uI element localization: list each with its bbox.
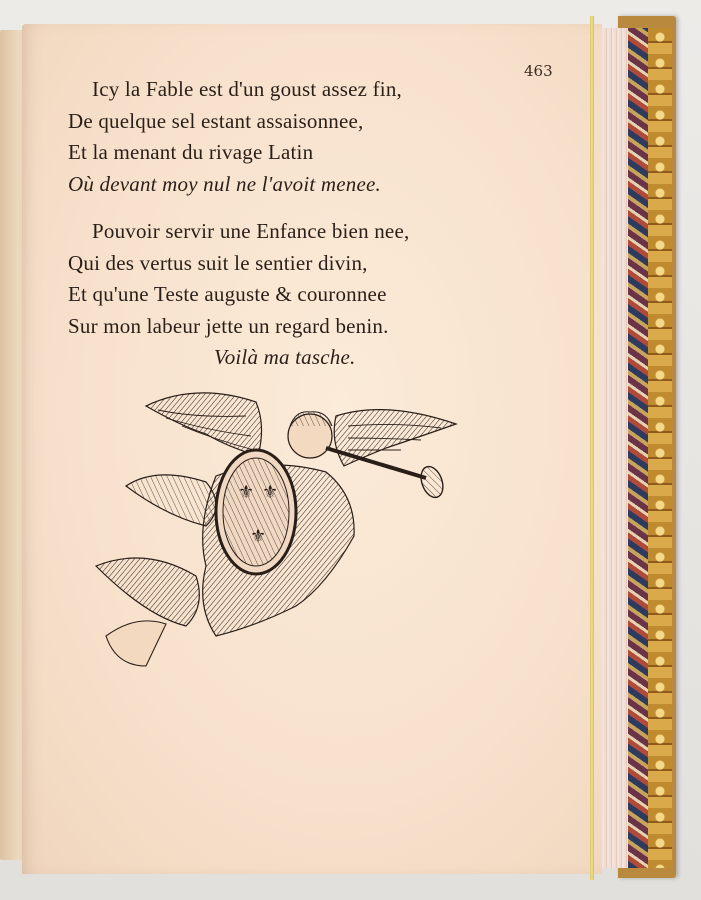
- svg-text:⚜: ⚜: [238, 482, 255, 503]
- stanza-one: [68, 74, 538, 200]
- verse-line: De quelque sel estant assaisonnee,: [68, 108, 364, 133]
- cherub-head-icon: [288, 412, 332, 458]
- verse-line: Et la menant du rivage Latin: [68, 140, 314, 164]
- fleur-de-lis-shield-icon: [216, 450, 296, 574]
- verse-line: Pouvoir servir une Enfance bien nee,: [92, 219, 410, 243]
- left-wing-icon: [146, 393, 262, 456]
- verse-line: Sur mon labeur jette un regard benin.: [68, 313, 389, 338]
- marbled-endpaper: [628, 28, 648, 868]
- svg-text:⚜: ⚜: [262, 482, 279, 503]
- verse-line: Et qu'une Teste auguste & couronnee: [68, 282, 387, 306]
- page-number: 463: [524, 62, 553, 80]
- svg-text:⚜: ⚜: [250, 526, 267, 547]
- closing-line: Voilà ma tasche.: [214, 345, 356, 369]
- winged-cherub-icon: [86, 386, 466, 676]
- stanza-two: [68, 216, 538, 374]
- verse-line: Qui des vertus suit le sentier divin,: [68, 250, 368, 275]
- verse-line: Où devant moy nul ne l'avoit menee.: [68, 171, 381, 196]
- verse-line: Icy la Fable est d'un goust assez fin,: [92, 77, 402, 101]
- gilt-border: [648, 28, 672, 868]
- bookmark-ribbon: [590, 16, 594, 880]
